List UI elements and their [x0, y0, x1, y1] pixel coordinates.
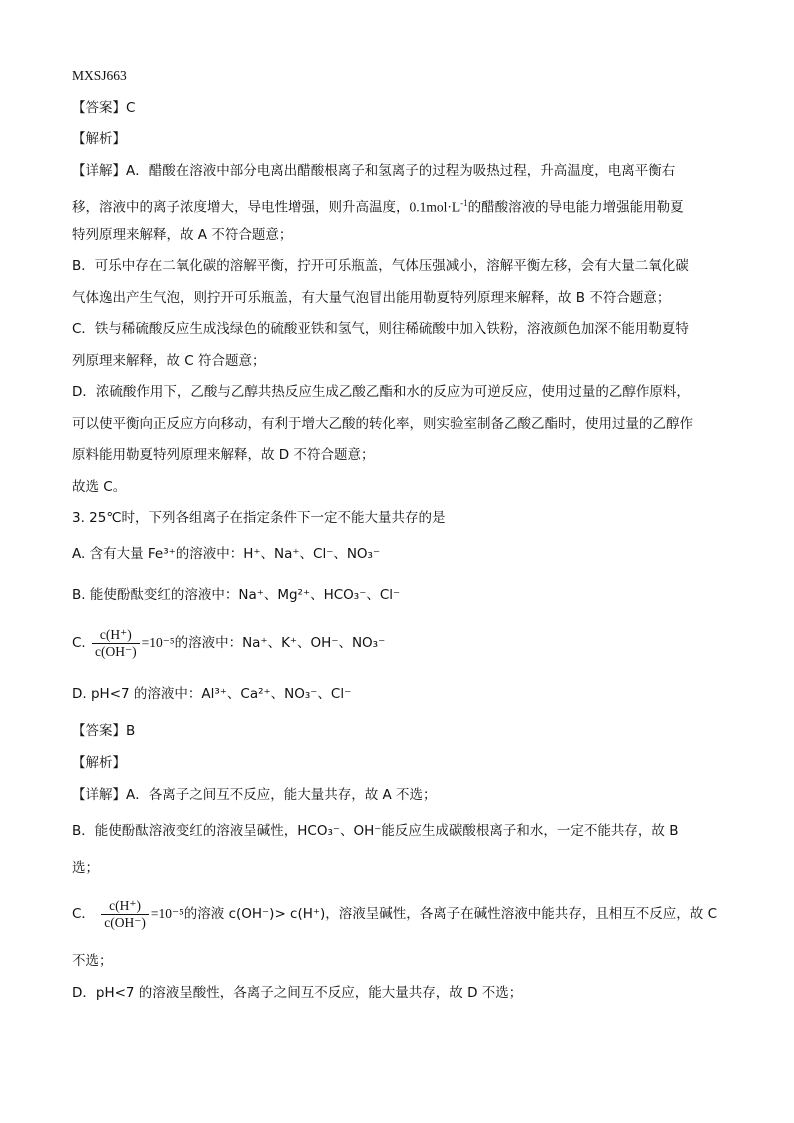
fraction-denominator: c(OH⁻) [95, 643, 137, 659]
fraction-numerator: c(H⁺) [92, 627, 140, 644]
ion-ratio-fraction-analysis [101, 898, 149, 931]
q3-analysis-b-line-2: 选； [72, 860, 99, 876]
q2-option-d-line-3: 原料能用勒夏特列原理来解释，故 D 不符合题意； [72, 447, 375, 463]
q2-option-d-line-1: D．浓硫酸作用下，乙酸与乙醇共热反应生成乙酸乙酯和水的反应为可逆反应，使用过量的乙醇作原料， [72, 384, 690, 400]
q2-detail-line-3: 特列原理来解释，故 A 不符合题意； [72, 227, 293, 243]
q3-analysis-b-line-1: B．能使酚酞溶液变红的溶液呈碱性，HCO₃⁻、OH⁻能反应生成碳酸根离子和水，一定不能共存，故 B [72, 823, 679, 839]
q3-analysis-c-prefix: C． [72, 906, 95, 922]
concentration-value: 0.1mol·L [409, 199, 461, 215]
q3-option-c [72, 624, 732, 662]
q3-option-a: A. 含有大量 Fe³⁺的溶液中：H⁺、Na⁺、Cl⁻、NO₃⁻ [72, 546, 381, 562]
ion-ratio-fraction [92, 627, 140, 660]
fraction-denominator: c(OH⁻) [104, 914, 146, 930]
q3-option-c-equals: =10⁻⁵ [141, 635, 175, 650]
q2-conclusion: 故选 C。 [72, 479, 127, 495]
q3-answer: 【答案】B [72, 723, 136, 739]
q2-option-c-line-2: 列原理来解释，故 C 符合题意； [72, 353, 266, 369]
q3-analysis-c [72, 895, 732, 933]
q3-option-b: B. 能使酚酞变红的溶液中：Na⁺、Mg²⁺、HCO₃⁻、Cl⁻ [72, 587, 401, 603]
q3-analysis-c-equals: =10⁻⁵ [150, 906, 184, 921]
q3-option-c-prefix: C. [72, 635, 86, 651]
q3-detail-a: 【详解】A．各离子之间互不反应，能大量共存，故 A 不选； [72, 787, 437, 803]
q3-analysis-c-suffix: 的溶液 c(OH⁻)> c(H⁺)，溶液呈碱性，各离子在碱性溶液中能共存，且相互不反应，故 C [183, 906, 717, 922]
q2-answer: 【答案】C [72, 100, 136, 116]
q2-option-b-line-2: 气体逸出产生气泡，则拧开可乐瓶盖，有大量气泡冒出能用勒夏特列原理来解释，故 B 不符合题意； [72, 290, 671, 306]
q3-stem: 3. 25℃时，下列各组离子在指定条件下一定不能大量共存的是 [72, 510, 446, 526]
q2-detail-line-1: 【详解】A．醋酸在溶液中部分电离出醋酸根离子和氢离子的过程为吸热过程，升高温度，电离平衡右 [72, 163, 676, 179]
q3-analysis-d: D．pH<7 的溶液呈酸性，各离子之间互不反应，能大量共存，故 D 不选； [72, 985, 523, 1001]
q2-analysis-label: 【解析】 [72, 131, 126, 147]
q3-option-d: D. pH<7 的溶液中：Al³⁺、Ca²⁺、NO₃⁻、Cl⁻ [72, 686, 352, 702]
q3-option-c-suffix: 的溶液中：Na⁺、K⁺、OH⁻、NO₃⁻ [174, 635, 386, 651]
concentration-exponent: -1 [460, 198, 468, 208]
fraction-numerator: c(H⁺) [101, 898, 149, 915]
document-code: MXSJ663 [72, 68, 127, 83]
q2-detail-line-2-b: 的醋酸溶液的导电能力增强能用勒夏 [467, 199, 684, 216]
q2-option-c-line-1: C．铁与稀硫酸反应生成浅绿色的硫酸亚铁和氢气，则往稀硫酸中加入铁粉，溶液颜色加深不能用勒夏特 [72, 321, 689, 337]
q3-analysis-c-line-2: 不选； [72, 953, 113, 969]
q2-option-d-line-2: 可以使平衡向正反应方向移动，有利于增大乙酸的转化率，则实验室制备乙酸乙酯时，使用过量的乙醇作 [72, 416, 693, 432]
q2-detail-line-2 [72, 193, 732, 218]
q3-analysis-label: 【解析】 [72, 755, 126, 771]
q2-detail-line-2-a: 移，溶液中的离子浓度增大，导电性增强，则升高温度， [72, 199, 410, 216]
q2-option-b-line-1: B．可乐中存在二氧化碳的溶解平衡，拧开可乐瓶盖，气体压强减小，溶解平衡左移，会有大量二氧化碳 [72, 258, 689, 274]
